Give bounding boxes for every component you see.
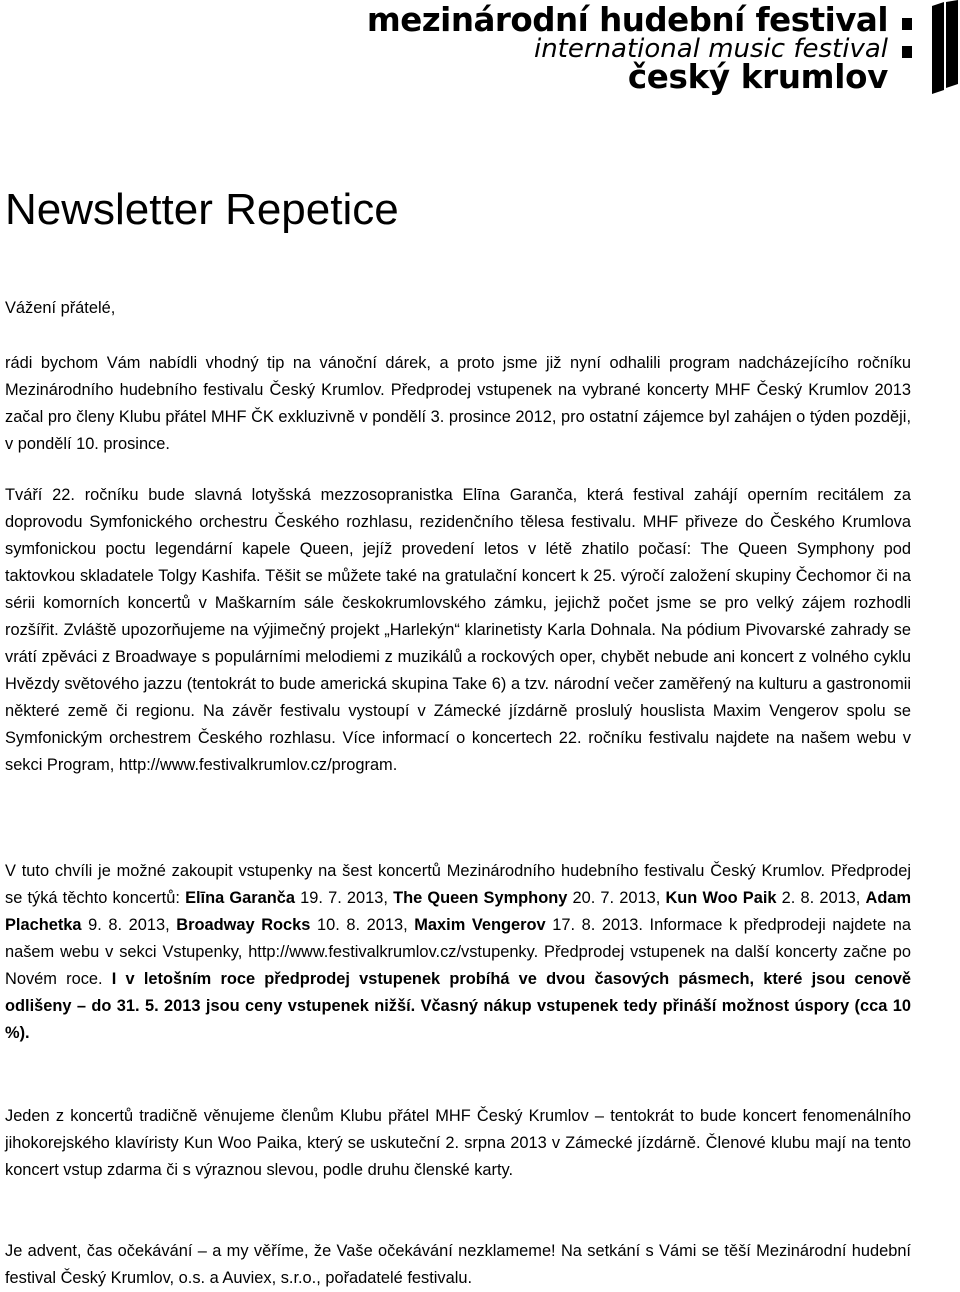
logo-mark-icon <box>902 0 960 95</box>
concert-name: The Queen Symphony <box>393 889 568 907</box>
greeting: Vážení přátelé, <box>5 299 116 317</box>
paragraph-ticket-sales <box>5 858 911 1047</box>
logo-line-czech: mezinárodní hudební festival <box>366 1 888 39</box>
ticket-text: 19. 7. 2013, <box>295 889 394 907</box>
festival-logo <box>366 0 960 96</box>
paragraph-club-concert: Jeden z koncertů tradičně věnujeme členům Klubu přátel MHF Český Krumlov – tentokrát to bude koncert fenomenálního jihokorejského klavíristy Kun Woo Paika, který se uskuteční 2. srpna 2013 v Zámecké jízdárně. Členové klubu mají na tento koncert vstup zdarma či s výraznou slevou, podle druhu členské karty. <box>5 1107 911 1179</box>
logo-line-city: český krumlov <box>627 58 888 96</box>
logo-wordmark <box>366 1 888 96</box>
ticket-text: 20. 7. 2013, <box>567 889 666 907</box>
ticket-text: 2. 8. 2013, <box>776 889 866 907</box>
ticket-price-notice: I v letošním roce předprodej vstupenek probíhá ve dvou časových pásmech, které jsou cenově odlišeny – do 31. 5. 2013 jsou ceny vstupenek nižší. Včasný nákup vstupenek tedy přináší možnost úspory (cca 10 %). <box>5 970 911 1042</box>
ticket-text: V tuto chvíli je možné zakoupit vstupenky na šest koncertů Mezinárodního hudebního festivalu Český Krumlov. Předprodej se týká těchto koncertů: <box>5 862 911 907</box>
ticket-text: 10. 8. 2013, <box>310 916 415 934</box>
ticket-text: 9. 8. 2013, <box>81 916 177 934</box>
concert-name: Kun Woo Paik <box>665 889 777 907</box>
concert-name: Elīna Garanča <box>185 889 295 907</box>
concert-name: Broadway Rocks <box>176 916 311 934</box>
concert-name: Adam Plachetka <box>5 889 912 934</box>
page-title: Newsletter Repetice <box>5 185 399 234</box>
paragraph-festival-highlights: Tváří 22. ročníku bude slavná lotyšská mezzosopranistka Elīna Garanča, která festival zahájí operním recitálem za doprovodu Symfonického orchestru Českého rozhlasu, rezidenčního tělesa festivalu. MHF přiveze do Českého Krumlova symfonickou poctu legendární kapele Queen, jejíž provedení letos v létě zhatilo počasí: The Queen Symphony pod taktovkou skladatele Tolgy Kashifa. Těšit se můžete také na gratulační koncert k 25. výročí založení skupiny Čechomor či na sérii komorních koncertů v Maškarním sále českokrumlovského zámku, jejichž počet jsme se pro velký zájem rozhodli rozšířit. Zvláště upozorňujeme na výjimečný projekt „Harlekýn“ klarinetisty Karla Dohnala. Na pódium Pivovarské zahrady se vrátí zpěváci z Broadwaye s populárními melodiemi z muzikálů a rockových oper, chybět nebude ani koncert z volného cyklu Hvězdy světového jazzu (tentokrát to bude americká skupina Take 6) a tzv. národní večer zaměřený na kulturu a gastronomii některé země či regionu. Na závěr festivalu vystoupí v Zámecké jízdárně proslulý houslista Maxim Vengerov spolu se Symfonickým orchestrem Českého rozhlasu. Více informací o koncertech 22. ročníku festivalu najdete na našem webu v sekci Program, http://www.festivalkrumlov.cz/program. <box>5 486 911 774</box>
paragraph-closing: Je advent, čas očekávání – a my věříme, že Vaše očekávání nezklameme! Na setkání s Vámi se těší Mezinárodní hudební festival Český Krumlov, o.s. a Auviex, s.r.o., pořadatelé festivalu. <box>5 1242 911 1287</box>
ticket-text: 17. 8. 2013. Informace k předprodeji najdete na našem webu v sekci Vstupenky, http://www.festivalkrumlov.cz/vstupenky. Předprodej vstupenek na další koncerty začne po Novém roce. <box>5 916 912 988</box>
paragraph-program: rádi bychom Vám nabídli vhodný tip na vánoční dárek, a proto jsme již nyní odhalili program nadcházejícího ročníku Mezinárodního hudebního festivalu Český Krumlov. Předprodej vstupenek na vybrané koncerty MHF Český Krumlov 2013 začal pro členy Klubu přátel MHF ČK exkluzivně v pondělí 3. prosince 2012, pro ostatní zájemce byl zahájen o týden později, v pondělí 10. prosince. <box>5 354 911 453</box>
concert-name: Maxim Vengerov <box>414 916 546 934</box>
logo-line-english: international music festival <box>533 34 888 64</box>
